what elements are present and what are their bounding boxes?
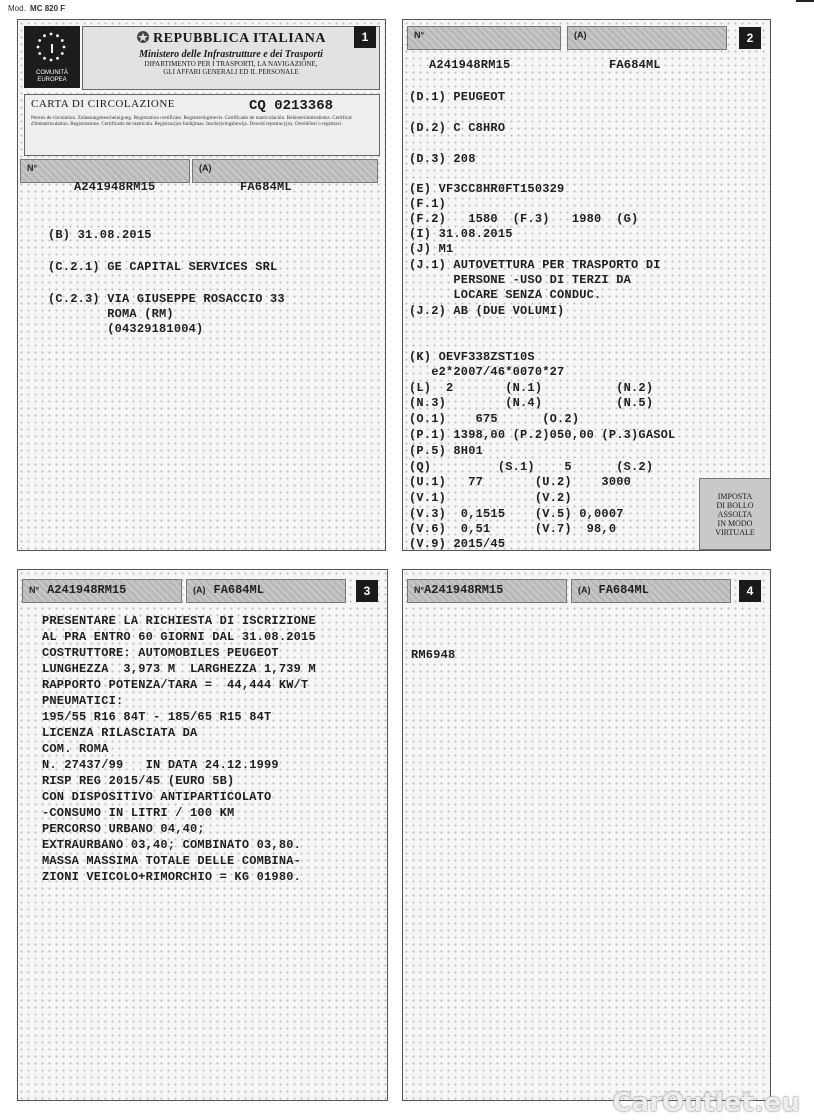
field-p1-p2-p3: (P.1) 1398,00 (P.2)050,00 (P.3)GASOL <box>409 428 676 442</box>
note-line: LUNGHEZZA 3,973 M LARGHEZZA 1,739 M <box>42 662 316 676</box>
field-c23-code: (04329181004) <box>48 322 204 336</box>
note-line: COSTRUTTORE: AUTOMOBILES PEUGEOT <box>42 646 279 660</box>
reg-number-field <box>407 579 567 603</box>
form-code-prefix: Mod. <box>8 4 26 13</box>
field-c21: (C.2.1) GE CAPITAL SERVICES SRL <box>48 260 278 274</box>
panel-number-2: 2 <box>739 27 761 49</box>
n-label: N° <box>414 30 425 40</box>
bollo-line: IMPOSTA <box>717 491 753 501</box>
plate-field <box>571 579 731 603</box>
bollo-stamp <box>699 478 771 550</box>
registration-number: A241948RM15 <box>47 583 127 597</box>
note-line: PRESENTARE LA RICHIESTA DI ISCRIZIONE <box>42 614 316 628</box>
note-line: RAPPORTO POTENZA/TARA = 44,444 KW/T <box>42 678 309 692</box>
field-v6-v7: (V.6) 0,51 (V.7) 98,0 <box>409 522 617 536</box>
bollo-line: IN MODO <box>717 518 753 528</box>
field-d3: (D.3) 208 <box>409 152 476 166</box>
field-o1-o2: (O.1) 675 (O.2) <box>409 412 580 426</box>
note-line: MASSA MASSIMA TOTALE DELLE COMBINA- <box>42 854 302 868</box>
emblem-icon <box>136 30 150 44</box>
panel-4 <box>402 569 771 1101</box>
note-line: CON DISPOSITIVO ANTIPARTICOLATO <box>42 790 272 804</box>
field-q-s1-s2: (Q) (S.1) 5 (S.2) <box>409 460 654 474</box>
department-line1: DIPARTIMENTO PER I TRASPORTI, LA NAVIGAZIONE, <box>144 60 318 68</box>
registration-number: A241948RM15 <box>429 58 511 72</box>
plate-number: FA684ML <box>213 583 264 597</box>
eu-label-line2: EUROPEA <box>37 77 67 83</box>
plate-number: FA684ML <box>609 58 661 72</box>
field-v9: (V.9) 2015/45 <box>409 537 506 551</box>
reg-number-field <box>407 26 561 50</box>
plate-number: FA684ML <box>240 180 292 194</box>
field-v3-v5: (V.3) 0,1515 (V.5) 0,0007 <box>409 507 624 521</box>
carta-circolazione-box <box>24 94 380 156</box>
field-p5: (P.5) 8H01 <box>409 444 484 458</box>
field-n3-n4-n5: (N.3) (N.4) (N.5) <box>409 396 654 410</box>
department-line2: GLI AFFARI GENERALI ED IL PERSONALE <box>163 68 299 76</box>
note-line: ZIONI VEICOLO+RIMORCHIO = KG 01980. <box>42 870 302 884</box>
bollo-line: DI BOLLO <box>716 500 754 510</box>
registration-number: A241948RM15 <box>424 583 504 597</box>
panel-3 <box>17 569 388 1101</box>
eu-flag-icon <box>24 26 80 88</box>
field-i: (I) 31.08.2015 <box>409 227 513 241</box>
bollo-line: VIRTUALE <box>715 527 755 537</box>
reg-number-field <box>22 579 182 603</box>
field-j1: (J.1) AUTOVETTURA PER TRASPORTO DI <box>409 258 661 272</box>
field-u1-u2: (U.1) 77 (U.2) 3000 <box>409 475 632 489</box>
note-line: PERCORSO URBANO 04,40; <box>42 822 205 836</box>
watermark: CarOutlet.eu <box>612 1088 800 1118</box>
note-line: PNEUMATICI: <box>42 694 124 708</box>
panel-2 <box>402 19 771 551</box>
note-line: -CONSUMO IN LITRI / 100 KM <box>42 806 235 820</box>
note-line: RISP REG 2015/45 (EURO 5B) <box>42 774 235 788</box>
field-j: (J) M1 <box>409 242 454 256</box>
form-code-value: MC 820 F <box>30 4 66 13</box>
republic-title <box>83 30 379 47</box>
eu-label-line1: COMUNITÀ <box>36 70 68 76</box>
note-line: AL PRA ENTRO 60 GIORNI DAL 31.08.2015 <box>42 630 316 644</box>
plate-field <box>567 26 727 50</box>
n-label: N° <box>414 585 425 595</box>
field-d2: (D.2) C C8HRO <box>409 121 506 135</box>
form-code <box>8 4 65 13</box>
field-f1: (F.1) <box>409 197 447 211</box>
field-j2: (J.2) AB (DUE VOLUMI) <box>409 304 565 318</box>
note-line: COM. ROMA <box>42 742 109 756</box>
panel-number-4: 4 <box>739 580 761 602</box>
field-e: (E) VF3CC8HR0FT150329 <box>409 182 565 196</box>
republic-header <box>82 26 380 90</box>
field-b: (B) 31.08.2015 <box>48 228 152 242</box>
a-label: (A) <box>578 585 591 595</box>
a-label: (A) <box>574 30 587 40</box>
field-k: (K) OEVF338ZST10S <box>409 350 535 364</box>
note-line: EXTRAURBANO 03,40; COMBINATO 03,80. <box>42 838 302 852</box>
corner-mark <box>796 0 814 2</box>
note-line: 195/55 R16 84T - 185/65 R15 84T <box>42 710 272 724</box>
field-f2-f3-g: (F.2) 1580 (F.3) 1980 (G) <box>409 212 639 226</box>
a-label: (A) <box>193 585 206 595</box>
panel-1 <box>17 19 386 551</box>
ministry-name: Ministero delle Infrastrutture e dei Trasporti <box>139 49 323 60</box>
field-c23-city: ROMA (RM) <box>48 307 174 321</box>
field-c23: (C.2.3) VIA GIUSEPPE ROSACCIO 33 <box>48 292 285 306</box>
field-d1: (D.1) PEUGEOT <box>409 90 506 104</box>
note-line: RM6948 <box>411 648 456 662</box>
note-line: LICENZA RILASCIATA DA <box>42 726 198 740</box>
a-label: (A) <box>199 163 212 173</box>
field-v1-v2: (V.1) (V.2) <box>409 491 572 505</box>
eu-label <box>24 70 80 84</box>
note-line: N. 27437/99 IN DATA 24.12.1999 <box>42 758 279 772</box>
plate-field <box>186 579 346 603</box>
field-j1-line3: LOCARE SENZA CONDUC. <box>409 288 602 302</box>
panel-number-3: 3 <box>356 580 378 602</box>
republic-title-text: REPUBBLICA ITALIANA <box>153 31 326 46</box>
carta-translations: Permis de circulation. Zulassungsbescheinigung. Registration certificate. Registreringsbevis. Certificado de matriculación. Rekisteröintitodistus. Certificat d'immatriculation. Registrazione. Certificado de matrícula. Registracijos liudijimas. Inschrijvingsbewijs. Dowód rejestracyjny. Osvědčení o registraci. <box>31 115 352 127</box>
n-label: N° <box>27 163 38 173</box>
field-k-approval: e2*2007/46*0070*27 <box>409 365 565 379</box>
panel-number-1: 1 <box>354 26 376 48</box>
plate-number: FA684ML <box>598 583 649 597</box>
field-l-n1-n2: (L) 2 (N.1) (N.2) <box>409 381 654 395</box>
country-code: I <box>50 41 54 56</box>
field-j1-line2: PERSONE -USO DI TERZI DA <box>409 273 632 287</box>
bollo-line: ASSOLTA <box>717 509 753 519</box>
registration-number: A241948RM15 <box>74 180 156 194</box>
carta-number: CQ 0213368 <box>249 98 334 114</box>
carta-title: CARTA DI CIRCOLAZIONE <box>31 98 176 110</box>
n-label: N° <box>29 585 40 595</box>
